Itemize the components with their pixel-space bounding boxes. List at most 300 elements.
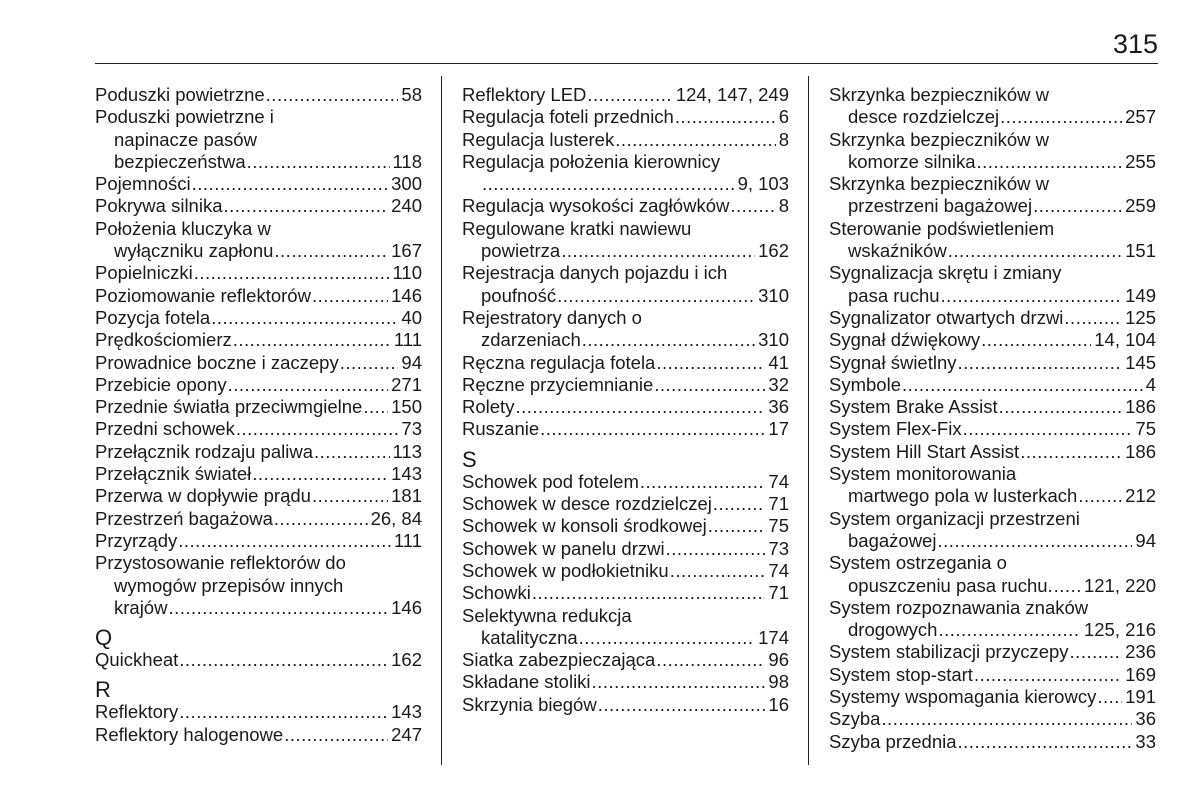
index-term: zdarzeniach: [481, 329, 581, 351]
dot-leader: [730, 195, 775, 217]
index-entry[interactable]: [462, 151, 789, 196]
page-reference[interactable]: 26, 84: [370, 507, 422, 529]
page-reference[interactable]: 124, 147, 249: [675, 84, 789, 105]
index-entry[interactable]: [462, 418, 789, 440]
index-entry-line: [95, 597, 422, 619]
index-entry-line: [95, 575, 422, 597]
page-reference[interactable]: 125, 216: [1083, 619, 1156, 641]
index-entry[interactable]: [462, 106, 789, 128]
index-entry[interactable]: [95, 218, 422, 263]
page-reference[interactable]: 181: [391, 485, 422, 507]
index-term: Położenia kluczyka w: [95, 217, 271, 239]
dot-leader: [312, 485, 388, 507]
page-reference[interactable]: 33: [1135, 730, 1156, 752]
index-term: Systemy wspomagania kierowcy: [829, 686, 1097, 708]
index-entry-line: [462, 515, 789, 537]
dot-leader: [708, 515, 766, 537]
index-term: pasa ruchu: [848, 284, 940, 306]
index-entry[interactable]: [462, 218, 789, 263]
index-entry-line: [829, 597, 1156, 619]
page-reference[interactable]: 75: [1135, 418, 1156, 440]
index-term: Pozycja fotela: [95, 306, 211, 328]
index-entry[interactable]: [829, 418, 1156, 440]
index-term: Regulacja foteli przednich: [462, 106, 674, 128]
page-reference[interactable]: 74: [768, 470, 789, 492]
index-entry-line: [95, 84, 422, 106]
index-term: System stop-start: [829, 663, 973, 685]
index-entry[interactable]: [462, 195, 789, 217]
index-column-1: [95, 84, 422, 746]
index-term: komorze silnika: [848, 150, 976, 172]
index-term: wskaźników: [848, 240, 947, 262]
index-entry-line: [95, 106, 422, 128]
dot-leader: [340, 352, 399, 374]
index-entry-line: [95, 307, 422, 329]
index-entry-line: [95, 552, 422, 574]
page-reference[interactable]: 174: [758, 626, 789, 648]
index-entry[interactable]: [829, 84, 1156, 129]
index-entry[interactable]: [829, 708, 1156, 730]
page-reference[interactable]: 146: [391, 596, 422, 618]
index-term: Regulacja lusterek: [462, 128, 615, 150]
dot-leader: [179, 649, 388, 671]
index-entry-line: [462, 307, 789, 329]
page-reference[interactable]: 169: [1125, 663, 1156, 685]
page-reference[interactable]: 4: [1145, 373, 1156, 395]
dot-leader: [247, 151, 390, 173]
index-entry[interactable]: [95, 352, 422, 374]
index-entry[interactable]: [95, 724, 422, 746]
index-term: Szyba przednia: [829, 730, 957, 752]
page-reference[interactable]: 236: [1125, 641, 1156, 663]
index-entry[interactable]: [462, 649, 789, 671]
index-entry-line: [95, 151, 422, 173]
page-reference[interactable]: 240: [391, 195, 422, 217]
index-term: System Brake Assist: [829, 396, 998, 418]
index-term: System organizacji przestrzeni: [829, 507, 1080, 529]
index-entry[interactable]: [462, 560, 789, 582]
page-reference[interactable]: 71: [768, 493, 789, 515]
index-entry[interactable]: [95, 701, 422, 723]
index-term: Regulacja położenia kierownicy: [462, 150, 721, 172]
index-term: Prowadnice boczne i zaczepy: [95, 351, 339, 373]
index-entry[interactable]: [95, 262, 422, 284]
page-reference[interactable]: 96: [768, 649, 789, 671]
dot-leader: [363, 396, 388, 418]
index-term: Prędkościomierz: [95, 329, 232, 351]
page-reference[interactable]: 9, 103: [737, 173, 789, 195]
index-term: Przedni schowek: [95, 418, 235, 440]
dot-leader: [233, 329, 391, 351]
index-term: System Hill Start Assist: [829, 440, 1020, 462]
page-reference[interactable]: 74: [768, 559, 789, 581]
dot-leader: [178, 530, 391, 552]
index-entry-line: [95, 374, 422, 396]
page-reference[interactable]: 73: [401, 418, 422, 440]
index-entry[interactable]: [829, 441, 1156, 463]
dot-leader: [224, 195, 389, 217]
page-reference[interactable]: 162: [758, 240, 789, 262]
index-entry-line: [95, 262, 422, 284]
dot-leader: [1064, 307, 1122, 329]
page-reference[interactable]: 257: [1125, 106, 1156, 128]
page-reference[interactable]: 300: [391, 173, 422, 195]
index-entry-line: [462, 694, 789, 716]
index-entry[interactable]: [829, 329, 1156, 351]
index-entry-line: [829, 552, 1156, 574]
index-entry[interactable]: [829, 396, 1156, 418]
index-term: System monitorowania: [829, 463, 1017, 485]
page-reference[interactable]: 212: [1125, 485, 1156, 507]
index-entry[interactable]: [95, 173, 422, 195]
page-reference[interactable]: 247: [391, 723, 422, 745]
index-entry-line: [829, 240, 1156, 262]
dot-leader: [1097, 686, 1122, 708]
index-entry[interactable]: [462, 538, 789, 560]
page-reference[interactable]: 113: [392, 440, 422, 462]
page-reference[interactable]: 118: [392, 150, 422, 172]
index-entry[interactable]: [462, 605, 789, 650]
index-entry[interactable]: [462, 694, 789, 716]
index-term: krajów: [114, 596, 168, 618]
index-entry[interactable]: [829, 664, 1156, 686]
index-entry-line: [829, 173, 1156, 195]
index-term: Przełącznik świateł: [95, 463, 252, 485]
page-reference[interactable]: 125: [1125, 306, 1156, 328]
index-entry[interactable]: [829, 508, 1156, 553]
index-entry[interactable]: [829, 374, 1156, 396]
page-reference[interactable]: 14, 104: [1094, 329, 1156, 351]
index-entry-line: [829, 641, 1156, 663]
dot-leader: [587, 84, 672, 106]
index-entry[interactable]: [95, 418, 422, 440]
index-term: Skrzynka bezpieczników w: [829, 84, 1050, 105]
page-reference[interactable]: 151: [1125, 240, 1156, 262]
index-term: Sygnał dźwiękowy: [829, 329, 981, 351]
dot-leader: [981, 329, 1091, 351]
page-reference[interactable]: 98: [768, 671, 789, 693]
index-entry[interactable]: [95, 106, 422, 173]
header-rule: [95, 63, 1158, 64]
index-term: drogowych: [848, 619, 938, 641]
index-entry[interactable]: [462, 671, 789, 693]
index-entry[interactable]: [829, 129, 1156, 174]
page-reference[interactable]: 111: [393, 529, 422, 551]
index-entry-line: [462, 560, 789, 582]
index-term: Pojemności: [95, 173, 191, 195]
index-entry[interactable]: [95, 463, 422, 485]
page-reference[interactable]: 32: [768, 373, 789, 395]
index-entry[interactable]: [95, 84, 422, 106]
page-reference[interactable]: 40: [401, 306, 422, 328]
dot-leader: [540, 418, 765, 440]
index-entry[interactable]: [462, 307, 789, 352]
index-entry[interactable]: [95, 485, 422, 507]
index-term: Poziomowanie reflektorów: [95, 284, 311, 306]
page-reference[interactable]: 186: [1125, 396, 1156, 418]
index-entry[interactable]: [829, 173, 1156, 218]
index-entry[interactable]: [95, 396, 422, 418]
dot-leader: [938, 619, 1081, 641]
index-entry[interactable]: [462, 396, 789, 418]
page-reference[interactable]: 146: [391, 284, 422, 306]
index-term: Regulacja wysokości zagłówków: [462, 195, 730, 217]
index-entry-line: [829, 575, 1156, 597]
index-entry-line: [462, 605, 789, 627]
index-entry[interactable]: [829, 597, 1156, 642]
index-entry-line: [95, 396, 422, 418]
index-entry[interactable]: [95, 374, 422, 396]
index-entry[interactable]: [462, 262, 789, 307]
index-term: powietrza: [481, 240, 561, 262]
dot-leader: [274, 240, 388, 262]
index-term: Przerwa w dopływie prądu: [95, 485, 311, 507]
index-entry[interactable]: [462, 471, 789, 493]
page-reference[interactable]: 145: [1125, 351, 1156, 373]
page-reference[interactable]: 143: [391, 463, 422, 485]
index-entry[interactable]: [829, 352, 1156, 374]
index-entry[interactable]: [462, 84, 789, 106]
index-entry-line: [462, 582, 789, 604]
index-term: Przystosowanie reflektorów do: [95, 552, 346, 574]
dot-leader: [582, 329, 755, 351]
page-reference[interactable]: 110: [392, 262, 422, 284]
dot-leader: [228, 374, 388, 396]
index-entry[interactable]: [462, 129, 789, 151]
index-entry[interactable]: [462, 352, 789, 374]
dot-leader: [666, 538, 766, 560]
dot-leader: [211, 307, 398, 329]
index-column-2: [462, 84, 789, 716]
index-entry[interactable]: [95, 530, 422, 552]
index-entry[interactable]: [95, 552, 422, 619]
index-entry[interactable]: [829, 641, 1156, 663]
page-reference[interactable]: 167: [391, 240, 422, 262]
index-entry[interactable]: [462, 582, 789, 604]
page-reference[interactable]: 36: [768, 396, 789, 418]
index-entry-line: [829, 463, 1156, 485]
index-entry[interactable]: [829, 463, 1156, 508]
page-reference[interactable]: 111: [393, 329, 422, 351]
page-reference[interactable]: 162: [391, 649, 422, 671]
index-term: Sterowanie podświetleniem: [829, 217, 1055, 239]
index-term: System ostrzegania o: [829, 552, 1007, 574]
index-entry-line: [462, 649, 789, 671]
dot-leader: [656, 352, 765, 374]
index-entry-line: [829, 307, 1156, 329]
index-entry-line: [95, 195, 422, 217]
dot-leader: [284, 724, 388, 746]
page-reference[interactable]: 310: [758, 329, 789, 351]
page-reference[interactable]: 16: [768, 693, 789, 715]
page-reference[interactable]: 186: [1125, 440, 1156, 462]
index-entry[interactable]: [95, 195, 422, 217]
index-entry[interactable]: [95, 307, 422, 329]
index-term: Schowek pod fotelem: [462, 470, 639, 492]
index-entry[interactable]: [829, 307, 1156, 329]
index-term: Przednie światła przeciwmgielne: [95, 396, 363, 418]
index-entry-line: [95, 485, 422, 507]
page-reference[interactable]: 36: [1135, 708, 1156, 730]
page-reference[interactable]: 71: [768, 582, 789, 604]
index-section-letter: Q: [95, 625, 113, 651]
page-reference[interactable]: 58: [401, 84, 422, 105]
page-reference[interactable]: 255: [1125, 150, 1156, 172]
page-reference[interactable]: 149: [1125, 284, 1156, 306]
index-term: wymogów przepisów innych: [114, 574, 344, 596]
index-entry-line: [95, 418, 422, 440]
index-entry-line: [829, 106, 1156, 128]
page-reference[interactable]: 8: [778, 128, 789, 150]
dot-leader: [1020, 441, 1122, 463]
dot-leader: [1078, 485, 1122, 507]
dot-leader: [194, 262, 390, 284]
index-entry-line: [95, 463, 422, 485]
index-term: Pokrywa silnika: [95, 195, 223, 217]
index-entry-line: [829, 218, 1156, 240]
page-reference[interactable]: 8: [778, 195, 789, 217]
index-term: Quickheat: [95, 649, 179, 671]
index-entry-line: [829, 664, 1156, 686]
index-term: Regulowane kratki nawiewu: [462, 217, 692, 239]
index-entry[interactable]: [462, 374, 789, 396]
index-entry[interactable]: [95, 649, 422, 671]
page-reference[interactable]: 6: [778, 106, 789, 128]
index-term: Skrzynka bezpieczników w: [829, 173, 1050, 195]
dot-leader: [592, 671, 766, 693]
page-reference[interactable]: 271: [391, 373, 422, 395]
dot-leader: [675, 106, 776, 128]
dot-leader: [579, 627, 755, 649]
index-term: wyłączniku zapłonu: [114, 240, 274, 262]
index-entry[interactable]: [829, 218, 1156, 263]
dot-leader: [615, 129, 776, 151]
index-entry[interactable]: [829, 262, 1156, 307]
dot-leader: [192, 173, 388, 195]
dot-leader: [640, 471, 766, 493]
page-reference[interactable]: 121, 220: [1083, 574, 1156, 596]
page-reference[interactable]: 94: [1135, 529, 1156, 551]
index-entry-line: [829, 418, 1156, 440]
index-entry-line: [95, 329, 422, 351]
page-reference[interactable]: 310: [758, 284, 789, 306]
index-entry-line: [95, 285, 422, 307]
index-term: Przyrządy: [95, 529, 178, 551]
index-entry-line: [95, 173, 422, 195]
index-term: katalityczna: [481, 626, 578, 648]
index-term: Selektywna redukcja: [462, 604, 632, 626]
index-term: Schowek w panelu drzwi: [462, 537, 665, 559]
index-entry[interactable]: [95, 508, 422, 530]
dot-leader: [532, 582, 766, 604]
index-entry[interactable]: [829, 552, 1156, 597]
index-term: Schowki: [462, 582, 531, 604]
index-term: Reflektory: [95, 701, 179, 723]
column-divider-2: [808, 76, 809, 765]
page-reference[interactable]: 73: [768, 537, 789, 559]
index-entry[interactable]: [462, 515, 789, 537]
index-entry[interactable]: [829, 731, 1156, 753]
dot-leader: [515, 396, 765, 418]
index-entry-line: [462, 493, 789, 515]
column-divider-1: [441, 76, 442, 765]
index-term: Schowek w podłokietniku: [462, 559, 669, 581]
index-entry-line: [829, 285, 1156, 307]
dot-leader: [937, 530, 1132, 552]
dot-leader: [941, 285, 1123, 307]
index-term: poufność: [481, 284, 557, 306]
index-entry-line: [95, 441, 422, 463]
index-entry-line: [95, 649, 422, 671]
index-term: napinacze pasów: [114, 128, 257, 150]
page-reference[interactable]: 143: [391, 701, 422, 723]
index-term: bezpieczeństwa: [114, 150, 246, 172]
index-term: Schowek w desce rozdzielczej: [462, 493, 712, 515]
index-entry-line: [829, 262, 1156, 284]
index-term: desce rozdzielczej: [848, 106, 1000, 128]
index-entry-line: [829, 731, 1156, 753]
page-reference[interactable]: 150: [391, 396, 422, 418]
page-reference[interactable]: 191: [1125, 686, 1156, 708]
page-reference[interactable]: 259: [1125, 195, 1156, 217]
index-entry-line: [462, 151, 789, 173]
dot-leader: [179, 701, 388, 723]
dot-leader: [670, 560, 766, 582]
dot-leader: [1070, 641, 1123, 663]
index-term: Rolety: [462, 396, 515, 418]
index-entry-line: [462, 671, 789, 693]
dot-leader: [902, 374, 1143, 396]
index-section-letter: S: [462, 446, 477, 472]
page-reference[interactable]: 94: [401, 351, 422, 373]
dot-leader: [1054, 575, 1081, 597]
page-reference[interactable]: 75: [768, 515, 789, 537]
index-entry-line: [95, 724, 422, 746]
dot-leader: [598, 694, 766, 716]
index-term: Reflektory LED: [462, 84, 587, 105]
page-number: 315: [1112, 29, 1158, 59]
index-entry[interactable]: [95, 441, 422, 463]
dot-leader: [557, 285, 755, 307]
index-entry[interactable]: [462, 493, 789, 515]
dot-leader: [977, 151, 1123, 173]
index-term: System Flex-Fix: [829, 418, 962, 440]
index-entry[interactable]: [95, 329, 422, 351]
index-entry-line: [95, 129, 422, 151]
index-entry-line: [462, 195, 789, 217]
page-reference[interactable]: 41: [768, 351, 789, 373]
index-term: Skrzynia biegów: [462, 693, 597, 715]
index-entry-line: [829, 530, 1156, 552]
index-entry-line: [462, 329, 789, 351]
dot-leader: [274, 508, 368, 530]
index-entry-line: [95, 218, 422, 240]
index-entry-line: [95, 240, 422, 262]
dot-leader: [881, 708, 1132, 730]
index-entry[interactable]: [95, 285, 422, 307]
index-entry-line: [462, 240, 789, 262]
dot-leader: [654, 374, 765, 396]
index-term: Popielniczki: [95, 262, 193, 284]
dot-leader: [252, 463, 388, 485]
page-reference[interactable]: 17: [768, 418, 789, 440]
index-term: Rejestracja danych pojazdu i ich: [462, 262, 728, 284]
index-term: Ręczne przyciemnianie: [462, 373, 654, 395]
index-entry-line: [829, 441, 1156, 463]
index-entry-line: [829, 708, 1156, 730]
dot-leader: [482, 173, 735, 195]
index-entry[interactable]: [829, 686, 1156, 708]
